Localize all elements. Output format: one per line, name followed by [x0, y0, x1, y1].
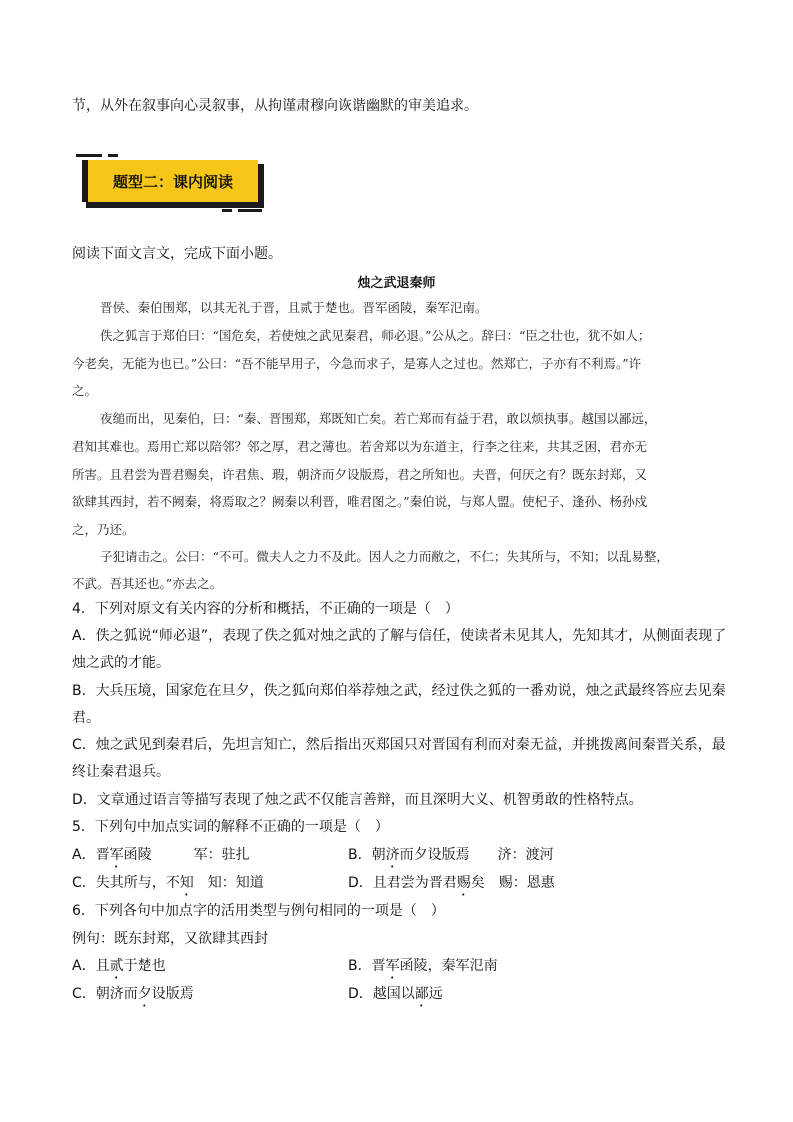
q6-option-d: D．越国以鄙远: [348, 986, 443, 1002]
banner-dash: [222, 209, 232, 212]
q5-option-a: A．晋军函陵 军：驻扎: [72, 847, 250, 863]
q6-stem: 6．下列各句中加点字的活用类型与例句相同的一项是（ ）: [72, 903, 445, 919]
passage-line: 佚之狐言于郑伯曰：“国危矣，若使烛之武见秦君，师必退。”公从之。辞曰：“臣之壮也，犹不如人；: [100, 328, 651, 343]
instruction-text: 阅读下面文言文，完成下面小题。: [72, 246, 282, 262]
dotted-char: 济: [385, 847, 400, 863]
q4-option-a: A．佚之狐说“师必退”，表现了佚之狐对烛之武的了解与信任，使读者未见其人，先知其才，从侧面表现了: [72, 628, 727, 644]
passage-line: 所害。且君尝为晋君赐矣，许君焦、瑕，朝济而夕设版焉，君之所知也。夫晋，何厌之有？既东封郑，又: [72, 467, 648, 482]
q4-option-b-cont: 君。: [72, 710, 100, 726]
q4-option-a-cont: 烛之武的才能。: [72, 655, 170, 671]
q4-stem: 4．下列对原文有关内容的分析和概括，不正确的一项是（ ）: [72, 601, 459, 617]
passage-line: 子犯请击之。公曰：“不可。微夫人之力不及此。因人之力而敝之，不仁；失其所与，不知；以乱易整，: [100, 549, 669, 564]
dotted-char: 鄙: [414, 986, 429, 1002]
banner-label: 题型二：课内阅读: [112, 172, 233, 191]
q5-stem: 5．下列句中加点实词的解释不正确的一项是（ ）: [72, 819, 389, 835]
passage-line: 不武。吾其还也。”亦去之。: [72, 576, 223, 591]
q6-option-c: C．朝济而夕设版焉: [72, 986, 194, 1002]
q4-option-c-cont: 终让秦君退兵。: [72, 764, 170, 780]
dotted-char: 知: [179, 875, 194, 891]
q5-option-c: C．失其所与，不知 知：知道: [72, 875, 264, 891]
section-banner: [82, 160, 262, 208]
q6-option-b: B．晋军函陵，秦军氾南: [348, 958, 498, 974]
q6-example: 例句：既东封郑，又欲肆其西封: [72, 931, 268, 947]
q4-option-d: D．文章通过语言等描写表现了烛之武不仅能言善辩，而且深明大义、机智勇敢的性格特点。: [72, 792, 643, 808]
passage-line: 晋侯、秦伯围郑，以其无礼于晋，且贰于楚也。晋军函陵，秦军氾南。: [100, 300, 488, 315]
passage-line: 之，乃还。: [72, 522, 135, 537]
intro-tail-text: 节，从外在叙事向心灵叙事，从拘谨肃穆向诙谐幽默的审美追求。: [72, 98, 478, 114]
dotted-char: 军: [109, 847, 124, 863]
passage-line: 夜缒而出，见秦伯，曰：“秦、晋围郑，郑既知亡矣。若亡郑而有益于君，敢以烦执事。越国以鄙远，: [100, 411, 657, 426]
passage-line: 之。: [72, 383, 98, 398]
passage-line: 今老矣，无能为也已。”公曰：“吾不能早用子，今急而求子，是寡人之过也。然郑亡，子亦有不利焉。”许: [72, 356, 642, 371]
q6-option-a: A．且贰于楚也: [72, 958, 166, 974]
q4-option-b: B．大兵压境，国家危在旦夕，佚之狐向郑伯举荐烛之武，经过佚之狐的一番劝说，烛之武最终答应去见秦: [72, 683, 726, 699]
q5-option-d: D．且君尝为晋君赐矣 赐：恩惠: [348, 875, 555, 891]
dotted-char: 赐: [456, 875, 471, 891]
banner-box: [82, 160, 258, 202]
banner-dash: [108, 154, 118, 157]
banner-dash: [238, 209, 262, 212]
dotted-char: 军: [385, 958, 400, 974]
dotted-char: 贰: [109, 958, 124, 974]
q4-option-c: C．烛之武见到秦君后，先坦言知亡，然后指出灭郑国只对晋国有利而对秦无益，并挑拨离间秦晋关系，最: [72, 737, 726, 753]
passage-title: 烛之武退秦师: [357, 276, 436, 291]
passage-line: 欲肆其西封，若不阙秦，将焉取之？阙秦以利晋，唯君图之。”秦伯说，与郑人盟。使杞子、逢孙、杨孙戍: [72, 494, 648, 509]
dotted-char: 夕: [137, 986, 152, 1002]
passage-line: 君知其难也。焉用亡郑以陪邻？邻之厚，君之薄也。若舍郑以为东道主，行李之往来，共其乏困，君亦无: [72, 439, 648, 454]
q5-option-b: B．朝济而夕设版焉 济：渡河: [348, 847, 554, 863]
banner-dash: [76, 154, 102, 157]
